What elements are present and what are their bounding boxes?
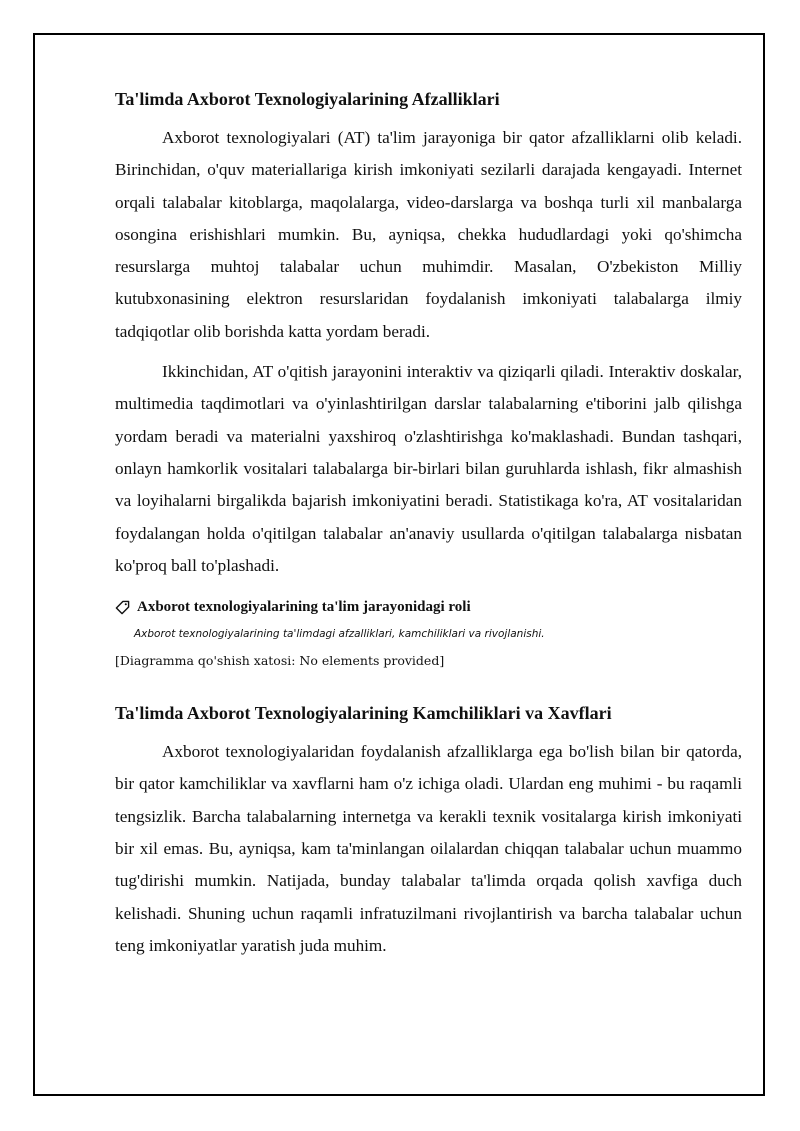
document-content [115, 86, 742, 970]
diagram-title-row [115, 596, 742, 618]
diagram-error-message: [Diagramma qo'shish xatosi: No elements provided] [115, 653, 445, 669]
diagram-title: Axborot texnologiyalarining ta'lim jarayonidagi roli [137, 599, 471, 616]
paragraph: Axborot texnologiyalaridan foydalanish afzalliklarga ega bo'lish bilan bir qatorda, bir qator kamchiliklar va xavflarni ham o'z ichiga oladi. Ulardan eng muhimi - bu raqamli tengsizlik. Barcha talabalarning internetga va kerakli texnik vositalarga kirish imkoniyati bir xil emas. Bu, ayniqsa, kam ta'minlangan oilalardan chiqqan talabalar uchun muammo tug'dirishi mumkin. Natijada, bunday talabalar ta'limda orqada qolish xavfiga duch kelishadi. Shuning uchun raqamli infratuzilmani rivojlantirish va barcha talabalar uchun teng imkoniyatlar yaratish juda muhim. [115, 742, 742, 955]
paragraph: Ikkinchidan, AT o'qitish jarayonini interaktiv va qiziqarli qiladi. Interaktiv doskalar, multimedia taqdimotlari va o'yinlashtirilgan darslar talabalarning e'tiborini jalb qilishga yordam beradi va materialni yaxshiroq o'zlashtirishga ko'maklashadi. Bundan tashqari, onlayn hamkorlik vositalari talabalarga bir-birlari bilan guruhlarda ishlash, fikr almashish va loyihalarni birgalikda bajarish imkoniyatini beradi. Statistikaga ko'ra, AT vositalaridan foydalangan holda o'qitilgan talabalar an'anaviy usullarda o'qitilgan talabalarga nisbatan ko'proq ball to'plashadi. [115, 362, 742, 575]
diagram-block [115, 596, 742, 670]
paragraph: Axborot texnologiyalari (AT) ta'lim jarayoniga bir qator afzalliklarni olib keladi. Birinchidan, o'quv materiallariga kirish imkoniyati sezilarli darajada kengayadi. Internet orqali talabalar kitoblarga, maqolalarga, video-darslarga va boshqa turli xil manbalarga osongina erishishlari mumkin. Bu, ayniqsa, chekka hududlardagi yoki qo'shimcha resurslarga muhtoj talabalar uchun muhimdir. Masalan, O'zbekiston Milliy kutubxonasining elektron resurslaridan foydalanish imkoniyati talabalarga ilmiy tadqiqotlar olib borishda katta yordam beradi. [115, 128, 742, 341]
section-heading-advantages: Ta'limda Axborot Texnologiyalarining Afzalliklari [115, 89, 500, 109]
diagram-caption: Axborot texnologiyalarining ta'limdagi afzalliklari, kamchiliklari va rivojlanishi. [134, 628, 545, 641]
section-heading-drawbacks: Ta'limda Axborot Texnologiyalarining Kamchiliklari va Xavflari [115, 703, 612, 724]
tag-icon [115, 600, 130, 615]
